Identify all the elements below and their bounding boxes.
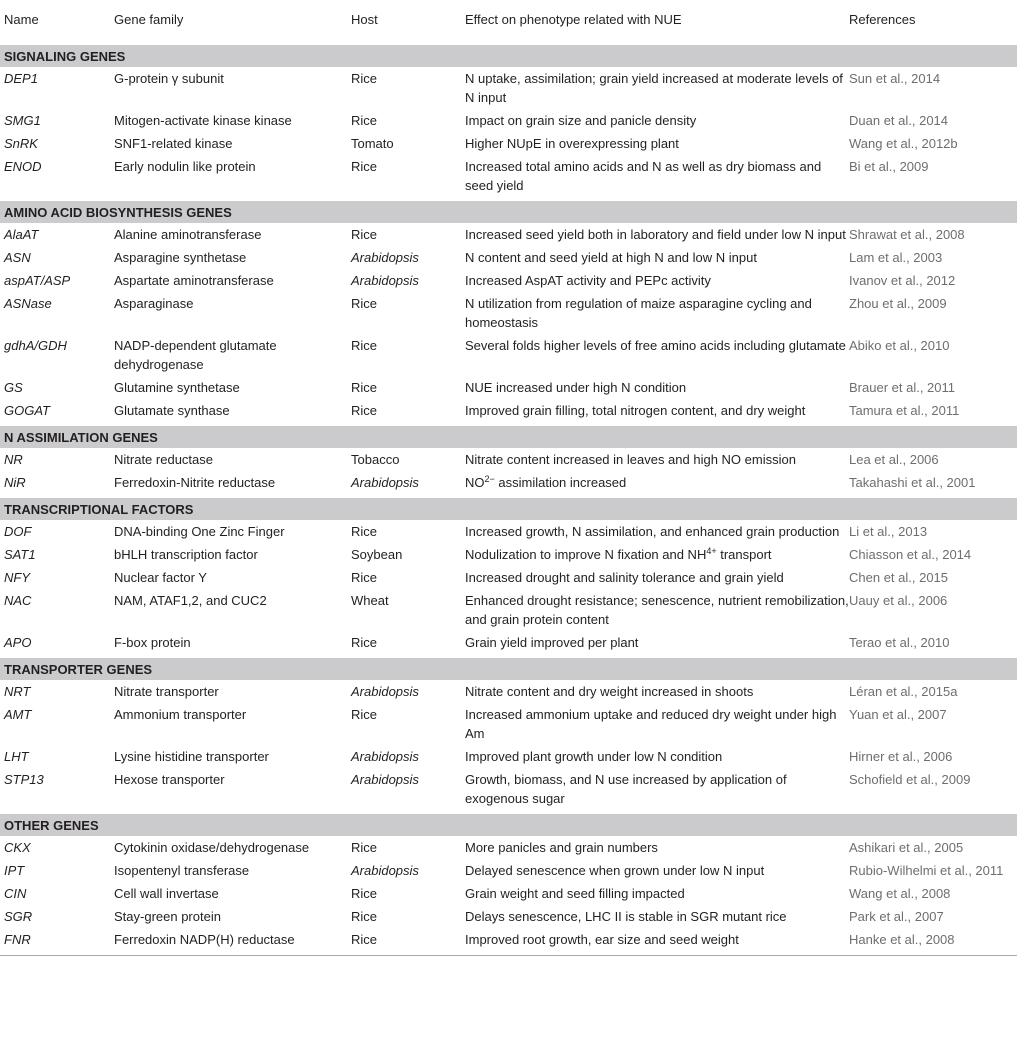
host-cell: Rice (351, 113, 378, 128)
gene-name-cell: LHT (4, 749, 29, 764)
effect-text-tail: assimilation increased (494, 475, 627, 490)
gene-family-cell: bHLH transcription factor (114, 547, 258, 562)
table-row (0, 745, 1017, 768)
reference-cell: Terao et al., 2010 (849, 635, 950, 650)
group-title: SIGNALING GENES (0, 43, 1017, 68)
effect-cell: Nitrate content increased in leaves and high NO emission (465, 452, 796, 467)
effect-cell: N uptake, assimilation; grain yield increased at moderate levels of N input (465, 71, 843, 105)
header-effect: Effect on phenotype related with NUE (465, 0, 849, 43)
reference-cell: Yuan et al., 2007 (849, 707, 947, 722)
gene-family-cell: Glutamine synthetase (114, 380, 240, 395)
reference-cell: Hanke et al., 2008 (849, 928, 1017, 956)
table-row (0, 768, 1017, 812)
group-title: N ASSIMILATION GENES (0, 424, 1017, 448)
effect-cell: Delayed senescence when grown under low N input (465, 863, 765, 878)
gene-name-cell: gdhA/GDH (4, 338, 67, 353)
table-row (0, 155, 1017, 199)
effect-cell: Impact on grain size and panicle density (465, 113, 697, 128)
effect-cell (465, 471, 849, 496)
host-cell: Rice (351, 707, 378, 722)
gene-name-cell: FNR (0, 928, 114, 956)
gene-family-cell: Hexose transporter (114, 772, 225, 787)
reference-cell: Rubio-Wilhelmi et al., 2011 (849, 863, 1004, 878)
reference-cell: Ashikari et al., 2005 (849, 840, 964, 855)
effect-text: Nodulization to improve N fixation and NH (465, 547, 707, 562)
table-row (0, 269, 1017, 292)
gene-family-cell: Mitogen-activate kinase kinase (114, 113, 292, 128)
gene-name-cell: ASNase (4, 296, 52, 311)
effect-cell: Improved grain filling, total nitrogen content, and dry weight (465, 403, 806, 418)
effect-cell: Increased growth, N assimilation, and enhanced grain production (465, 524, 840, 539)
effect-superscript: 4+ (706, 546, 717, 556)
gene-name-cell: NFY (4, 570, 30, 585)
effect-cell: Improved plant growth under low N condition (465, 749, 723, 764)
gene-family-cell: SNF1-related kinase (114, 136, 233, 151)
reference-cell: Chiasson et al., 2014 (849, 547, 972, 562)
table-row (0, 246, 1017, 269)
host-cell: Rice (351, 524, 378, 539)
reference-cell: Shrawat et al., 2008 (849, 227, 965, 242)
reference-cell: Abiko et al., 2010 (849, 338, 950, 353)
group-header-row (0, 496, 1017, 520)
table-row (0, 223, 1017, 246)
gene-family-cell: Alanine aminotransferase (114, 227, 262, 242)
effect-cell: Grain weight and seed filling impacted (465, 886, 685, 901)
gene-family-cell: F-box protein (114, 635, 191, 650)
gene-family-cell: Lysine histidine transporter (114, 749, 269, 764)
effect-cell: Increased ammonium uptake and reduced dry weight under high Am (465, 707, 837, 741)
table-row (0, 471, 1017, 496)
gene-name-cell: CIN (4, 886, 27, 901)
gene-family-cell: Aspartate aminotransferase (114, 273, 274, 288)
gene-name-cell: ENOD (4, 159, 42, 174)
gene-name-cell: GS (4, 380, 23, 395)
header-name: Name (0, 0, 114, 43)
gene-family-cell: Early nodulin like protein (114, 159, 256, 174)
host-cell: Arabidopsis (351, 273, 419, 288)
gene-name-cell: IPT (4, 863, 25, 878)
table-row (0, 905, 1017, 928)
effect-cell: Increased total amino acids and N as well as dry biomass and seed yield (465, 159, 822, 193)
header-row (0, 0, 1017, 43)
gene-name-cell: CKX (4, 840, 31, 855)
table-row (0, 703, 1017, 745)
gene-name-cell: SAT1 (4, 547, 36, 562)
header-host: Host (351, 0, 465, 43)
gene-family-cell: Glutamate synthase (114, 403, 230, 418)
host-cell: Rice (351, 928, 465, 956)
effect-cell (465, 543, 849, 566)
gene-family-cell: Cytokinin oxidase/dehydrogenase (114, 840, 310, 855)
gene-name-cell: NR (4, 452, 23, 467)
reference-cell: Sun et al., 2014 (849, 71, 941, 86)
gene-family-cell: DNA-binding One Zinc Finger (114, 524, 285, 539)
table-row (0, 543, 1017, 566)
table-row (0, 859, 1017, 882)
table-row (0, 132, 1017, 155)
reference-cell: Lea et al., 2006 (849, 452, 939, 467)
gene-name-cell: SnRK (4, 136, 38, 151)
effect-cell: Enhanced drought resistance; senescence, nutrient remobilization, and grain protein content (465, 593, 849, 627)
gene-family-cell: G-protein γ subunit (114, 71, 224, 86)
effect-cell: Increased seed yield both in laboratory and field under low N input (465, 227, 846, 242)
group-header-row (0, 424, 1017, 448)
effect-cell: Growth, biomass, and N use increased by application of exogenous sugar (465, 772, 787, 806)
gene-family-cell: NADP-dependent glutamate dehydrogenase (114, 338, 277, 372)
reference-cell: Léran et al., 2015a (849, 684, 958, 699)
table-row (0, 566, 1017, 589)
host-cell: Rice (351, 159, 378, 174)
host-cell: Rice (351, 71, 378, 86)
gene-name-cell: SGR (4, 909, 33, 924)
gene-name-cell: NAC (4, 593, 32, 608)
gene-name-cell: DEP1 (4, 71, 38, 86)
effect-cell: More panicles and grain numbers (465, 840, 658, 855)
reference-cell: Zhou et al., 2009 (849, 296, 947, 311)
gene-name-cell: AlaAT (4, 227, 39, 242)
group-header-row (0, 812, 1017, 836)
reference-cell: Tamura et al., 2011 (849, 403, 960, 418)
reference-cell: Duan et al., 2014 (849, 113, 949, 128)
host-cell: Tomato (351, 136, 394, 151)
host-cell: Arabidopsis (351, 863, 419, 878)
gene-family-cell: Nuclear factor Y (114, 570, 207, 585)
table-row (0, 292, 1017, 334)
host-cell: Rice (351, 338, 378, 353)
reference-cell: Bi et al., 2009 (849, 159, 929, 174)
reference-cell: Li et al., 2013 (849, 524, 928, 539)
table-row (0, 448, 1017, 471)
group-title: OTHER GENES (0, 812, 1017, 836)
effect-cell: Increased AspAT activity and PEPc activity (465, 273, 711, 288)
table-header (0, 0, 1017, 43)
reference-cell: Lam et al., 2003 (849, 250, 943, 265)
gene-name-cell: DOF (4, 524, 32, 539)
header-references: References (849, 0, 1017, 43)
host-cell: Arabidopsis (351, 684, 419, 699)
group-header-row (0, 656, 1017, 680)
reference-cell: Wang et al., 2008 (849, 886, 951, 901)
gene-family-cell: Cell wall invertase (114, 886, 219, 901)
gene-name-cell: aspAT/ASP (4, 273, 71, 288)
host-cell: Rice (351, 635, 378, 650)
host-cell: Rice (351, 227, 378, 242)
gene-name-cell: SMG1 (4, 113, 41, 128)
reference-cell: Park et al., 2007 (849, 909, 944, 924)
gene-family-cell: Asparaginase (114, 296, 194, 311)
gene-family-cell: Ferredoxin-Nitrite reductase (114, 475, 276, 490)
effect-cell: NUE increased under high N condition (465, 380, 687, 395)
host-cell: Soybean (351, 547, 403, 562)
host-cell: Arabidopsis (351, 250, 419, 265)
table-row (0, 376, 1017, 399)
host-cell: Arabidopsis (351, 475, 419, 490)
host-cell: Rice (351, 886, 378, 901)
effect-cell: N content and seed yield at high N and low N input (465, 250, 757, 265)
gene-family-cell: NAM, ATAF1,2, and CUC2 (114, 593, 267, 608)
group-title: TRANSPORTER GENES (0, 656, 1017, 680)
gene-name-cell: AMT (4, 707, 32, 722)
gene-family-cell: Nitrate reductase (114, 452, 213, 467)
effect-cell: Nitrate content and dry weight increased in shoots (465, 684, 754, 699)
table-row (0, 109, 1017, 132)
table-row (0, 631, 1017, 656)
reference-cell: Chen et al., 2015 (849, 570, 949, 585)
table-row (0, 882, 1017, 905)
table-body (0, 43, 1017, 956)
gene-family-cell: Ammonium transporter (114, 707, 247, 722)
table-row (0, 589, 1017, 631)
group-title: TRANSCRIPTIONAL FACTORS (0, 496, 1017, 520)
host-cell: Rice (351, 296, 378, 311)
effect-cell: Delays senescence, LHC II is stable in SGR mutant rice (465, 909, 787, 924)
group-header-row (0, 199, 1017, 223)
host-cell: Rice (351, 380, 378, 395)
effect-cell: Several folds higher levels of free amino acids including glutamate (465, 338, 846, 353)
reference-cell: Ivanov et al., 2012 (849, 273, 956, 288)
gene-family-cell: Asparagine synthetase (114, 250, 247, 265)
effect-cell: N utilization from regulation of maize asparagine cycling and homeostasis (465, 296, 812, 330)
reference-cell: Uauy et al., 2006 (849, 593, 948, 608)
group-title: AMINO ACID BIOSYNTHESIS GENES (0, 199, 1017, 223)
gene-name-cell: GOGAT (4, 403, 50, 418)
host-cell: Rice (351, 909, 378, 924)
header-gene-family: Gene family (114, 0, 351, 43)
gene-name-cell: NiR (4, 475, 26, 490)
table-row (0, 928, 1017, 956)
table-row (0, 836, 1017, 859)
reference-cell: Wang et al., 2012b (849, 136, 958, 151)
host-cell: Tobacco (351, 452, 400, 467)
gene-family-cell: Nitrate transporter (114, 684, 219, 699)
table-row (0, 334, 1017, 376)
effect-text: NO (465, 475, 485, 490)
effect-text-tail: transport (716, 547, 772, 562)
effect-superscript: 2− (484, 474, 495, 484)
host-cell: Rice (351, 570, 378, 585)
table-row (0, 520, 1017, 543)
host-cell: Arabidopsis (351, 749, 419, 764)
reference-cell: Brauer et al., 2011 (849, 380, 955, 395)
table-row (0, 680, 1017, 703)
effect-cell: Increased drought and salinity tolerance and grain yield (465, 570, 784, 585)
gene-name-cell: STP13 (4, 772, 44, 787)
effect-cell: Higher NUpE in overexpressing plant (465, 136, 679, 151)
group-header-row (0, 43, 1017, 68)
gene-family-cell: Ferredoxin NADP(H) reductase (114, 928, 351, 956)
host-cell: Arabidopsis (351, 772, 419, 787)
effect-cell: Grain yield improved per plant (465, 635, 639, 650)
gene-name-cell: NRT (4, 684, 31, 699)
gene-family-cell: Stay-green protein (114, 909, 221, 924)
gene-family-cell: Isopentenyl transferase (114, 863, 250, 878)
host-cell: Rice (351, 840, 378, 855)
reference-cell: Hirner et al., 2006 (849, 749, 953, 764)
host-cell: Wheat (351, 593, 389, 608)
reference-cell: Schofield et al., 2009 (849, 772, 971, 787)
effect-cell: Improved root growth, ear size and seed weight (465, 928, 849, 956)
host-cell: Rice (351, 403, 378, 418)
gene-name-cell: APO (4, 635, 32, 650)
reference-cell: Takahashi et al., 2001 (849, 475, 976, 490)
table-row (0, 399, 1017, 424)
table-row (0, 67, 1017, 109)
gene-name-cell: ASN (4, 250, 31, 265)
